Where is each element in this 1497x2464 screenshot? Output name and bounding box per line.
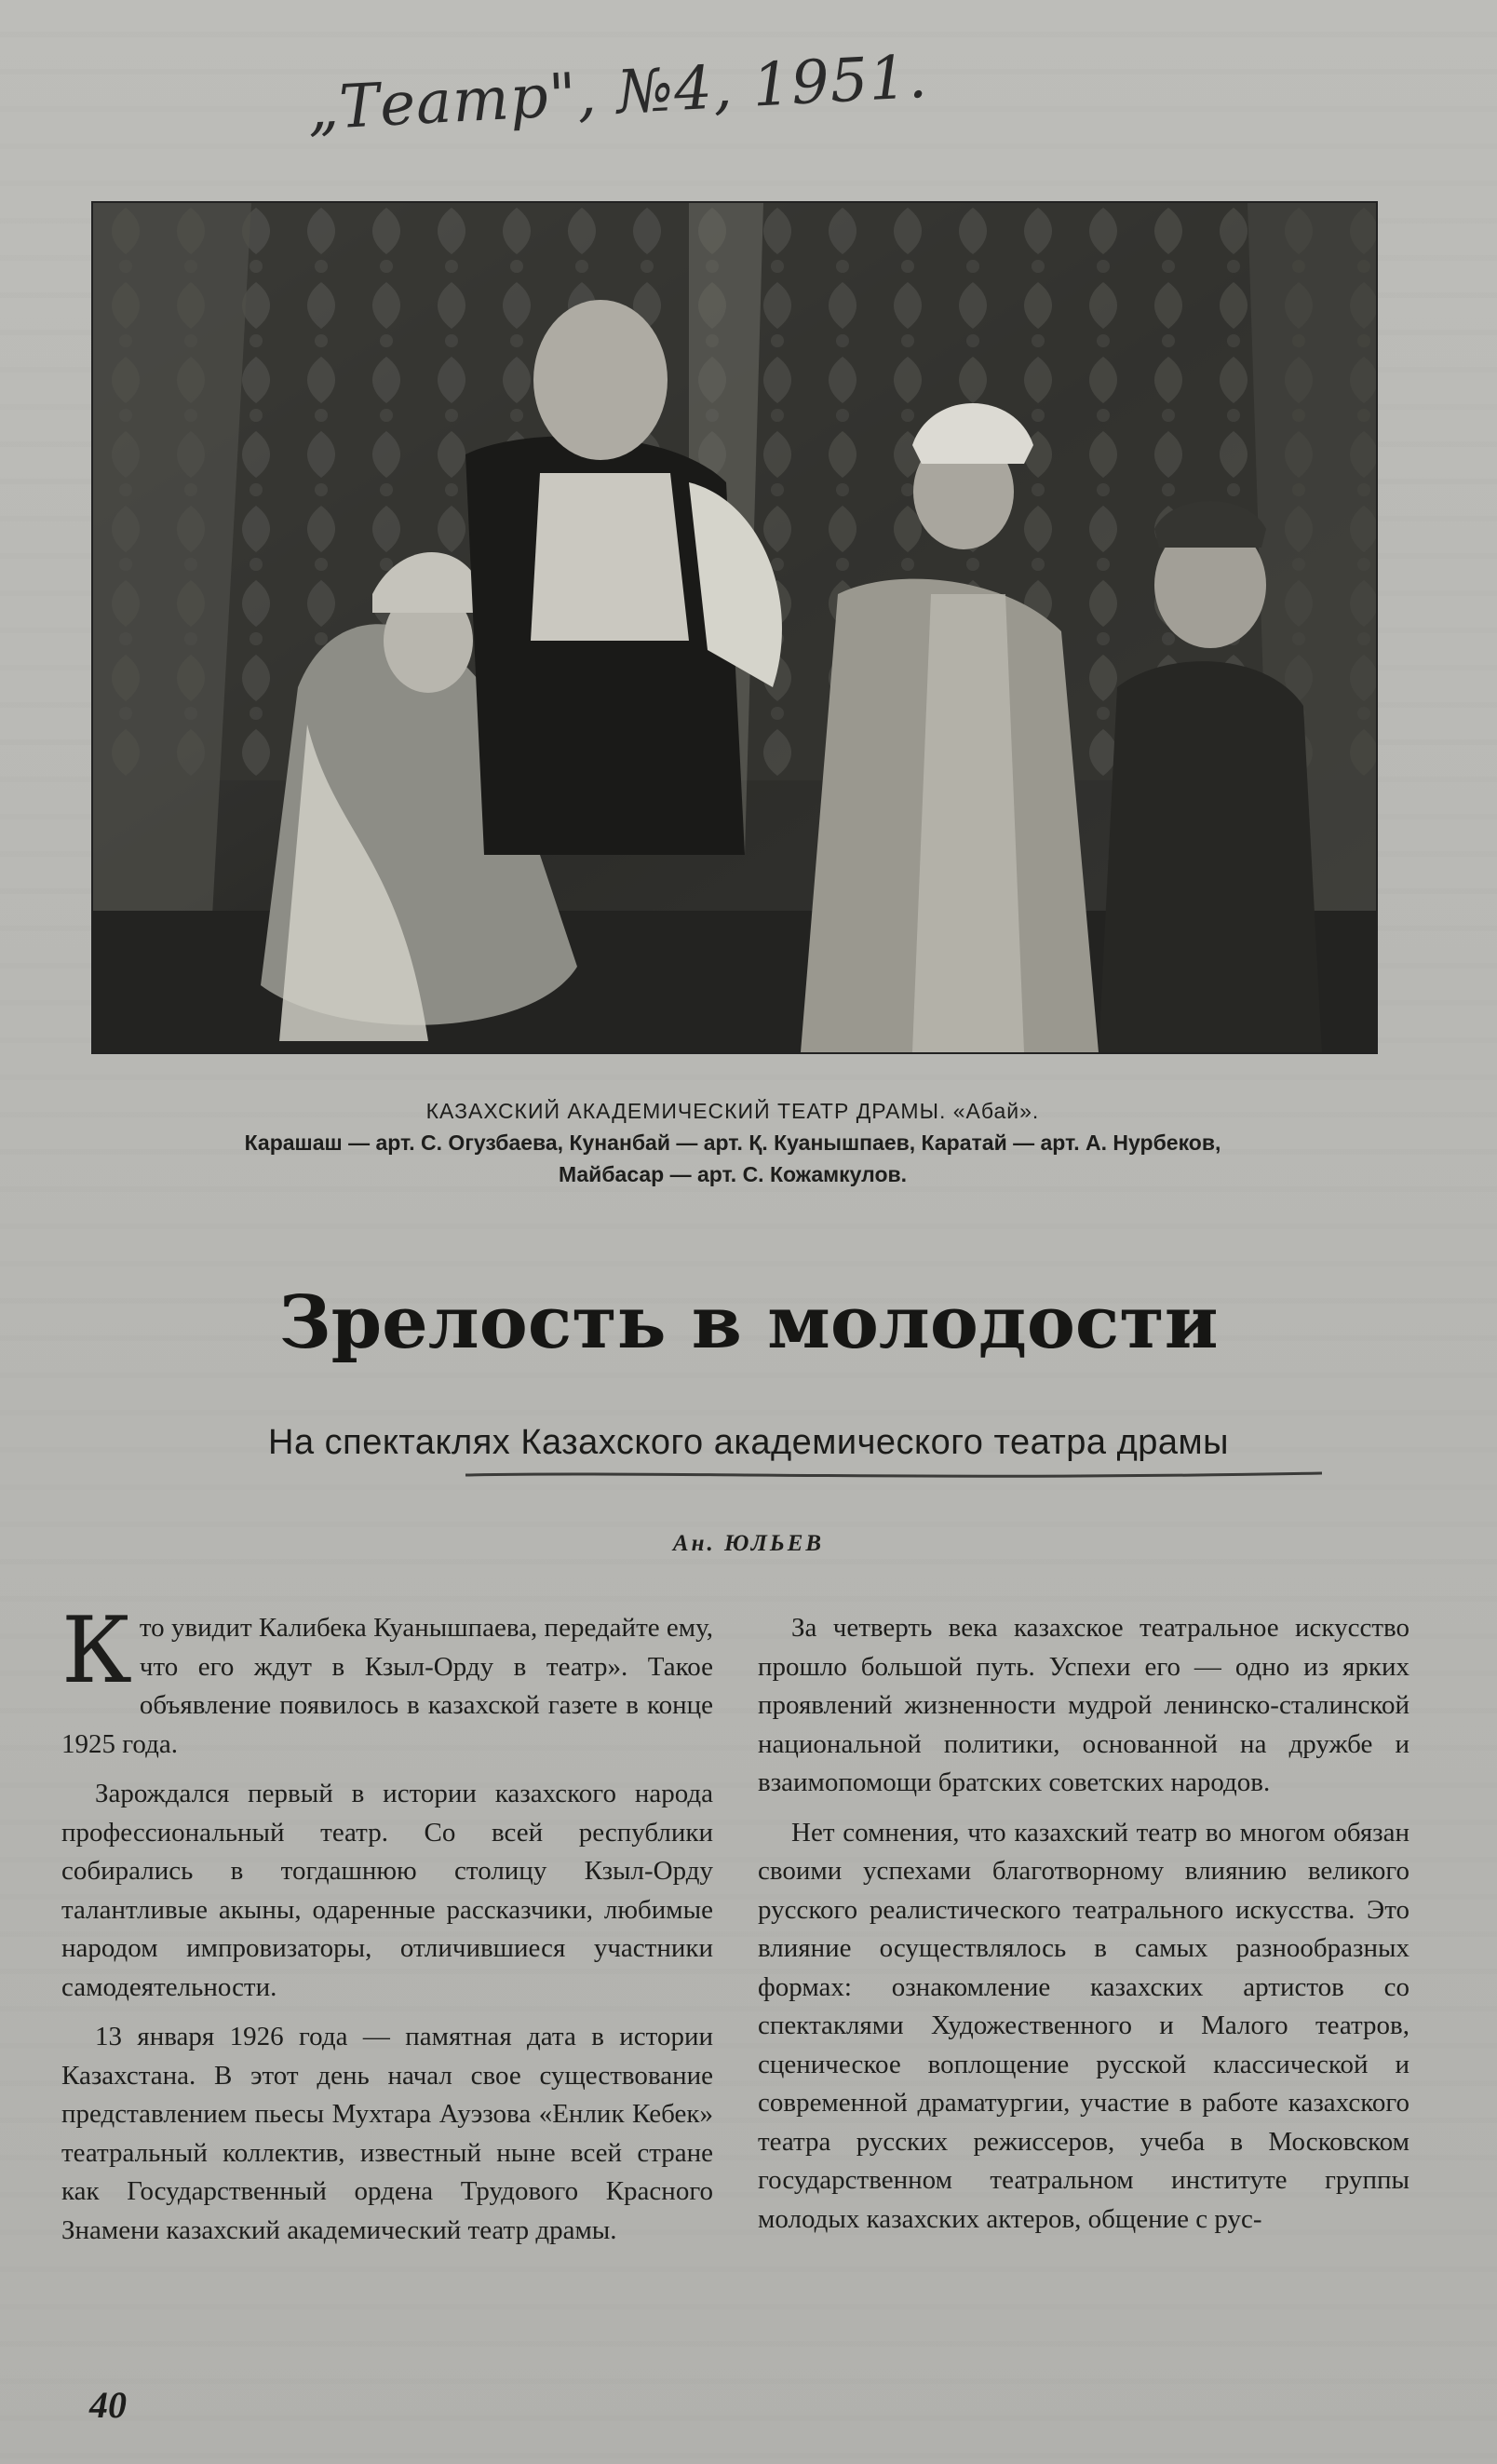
caption-line-3: Майбасар — арт. С. Кожамкулов. (558, 1162, 908, 1186)
caption-line-2: Карашаш — арт. С. Огузбаева, Кунанбай — арт. Қ. Куанышпаев, Каратай — арт. А. Нурбеков, (244, 1130, 1221, 1155)
drop-cap: К (61, 1598, 132, 1704)
right-column (758, 1609, 1409, 2250)
photo-caption (91, 1095, 1374, 1190)
paragraph: 13 января 1926 года — памятная дата в истории Казахстана. В этот день начал свое существование представлением пьесы Мухтара Ауэзова «Енлик Кебек» театральный коллектив, известный ныне всей стране как Государственный ордена Трудового Красного Знамени казахский академический театр драмы. (61, 2022, 713, 2245)
stage-photo (91, 201, 1378, 1054)
paragraph (61, 1598, 713, 1764)
paragraph: За четверть века казахское театральное искусство прошло большой путь. Успехи его — одно из ярких проявлений жизненности мудрой ленинско-сталинской национальной политики, основанной на дружбе и взаимопомощи братских советских народов. (758, 1613, 1409, 1797)
article-title: Зрелость в молодости (278, 1280, 1219, 1365)
left-column (61, 1598, 713, 2261)
handwritten-source-note: „Театр", №4, 1951. (305, 42, 930, 144)
article-author: Ан. ЮЛЬЕВ (672, 1531, 825, 1556)
pencil-underline (465, 1469, 1322, 1482)
page-number: 40 (89, 2384, 127, 2426)
caption-line-1: КАЗАХСКИЙ АКАДЕМИЧЕСКИЙ ТЕАТР ДРАМЫ. «Абай». (425, 1099, 1040, 1123)
paragraph: Зарождался первый в истории казахского народа профессиональный театр. Со всей республики собирались в тогдашнюю столицу Кзыл-Орду талантливые акыны, одаренные рассказчики, любимые народом импровизаторы, отличившиеся участники самодеятельности. (61, 1779, 713, 2002)
article-subtitle: На спектаклях Казахского академического театра драмы (268, 1423, 1229, 1462)
stage-photo-illustration (93, 203, 1376, 1052)
paragraph-text: то увидит Калибека Куанышпаева, передайте ему, что его ждут в Кзыл-Орду в театр». Такое объявление появилось в казахской газете в конце 1925 года. (61, 1613, 713, 1759)
paragraph: Нет сомнения, что казахский театр во многом обязан своими успехами благотворному влиянию великого русского реалистического театрального искусства. Это влияние осуществлялось в самых разнообразных формах: ознакомление казахских артистов со спектаклями Художественного и Малого театров, сценическое воплощение русской классической и современной драматургии, участие в работе казахского театра русских режиссеров, учеба в Московском государственном театральном институте группы молодых казахских актеров, общение с рус- (758, 1817, 1409, 2234)
